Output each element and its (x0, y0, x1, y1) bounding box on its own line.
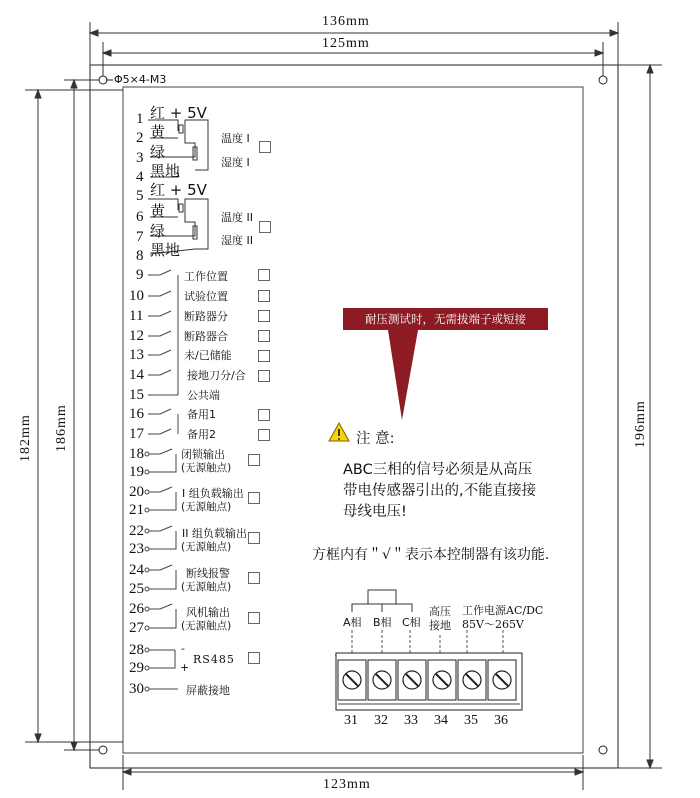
terminal-block-num: 34 (434, 713, 448, 728)
function-checkbox (248, 454, 260, 466)
terminal-num: 29 (129, 660, 144, 676)
signal-label: 备用2 (187, 428, 216, 441)
function-checkbox (258, 310, 270, 322)
callout-pointer (388, 330, 418, 420)
signal-label: 接地刀分/合 (187, 369, 246, 382)
phase-label: C相 (402, 616, 421, 629)
signal-label: 工作位置 (184, 270, 228, 283)
dim-top-inner: 125mm (322, 36, 370, 51)
terminal-num: 25 (129, 581, 144, 597)
wire-label: 红 + 5V (150, 181, 207, 199)
output-label: II 组负载输出 (182, 527, 247, 540)
phase-label: A相 (343, 616, 362, 629)
terminal-num: 22 (129, 523, 144, 539)
function-checkbox (258, 409, 270, 421)
function-checkbox (258, 429, 270, 441)
dim-bottom: 123mm (323, 777, 371, 792)
terminal-num: 18 (129, 446, 144, 462)
output-sub: (无源触点) (181, 462, 232, 474)
terminal-num: 16 (129, 406, 144, 422)
terminal-block-num: 33 (404, 713, 418, 728)
terminal-num: 15 (129, 387, 144, 403)
function-checkbox (258, 370, 270, 382)
signal-label: 公共端 (187, 389, 220, 402)
rs485-minus: - (181, 642, 185, 655)
note-line: 母线电压! (343, 504, 407, 520)
dim-left-inner: 186mm (54, 404, 69, 452)
terminal-num: 26 (129, 601, 144, 617)
hole-spec: Φ5×4-M3 (114, 73, 167, 86)
dim-right: 196mm (633, 400, 648, 448)
humid-1-label: 湿度 I (221, 156, 250, 169)
terminal-block-num: 31 (344, 713, 358, 728)
signal-label: 试验位置 (184, 290, 228, 303)
output-label: 闭锁输出 (181, 448, 225, 461)
output-sub: (无源触点) (181, 541, 232, 553)
terminal-num: 6 (136, 209, 144, 225)
terminal-num: 28 (129, 642, 144, 658)
output-label: 断线报警 (186, 567, 230, 580)
temp-2-label: 温度 II (221, 211, 253, 224)
phase-label: B相 (373, 616, 392, 629)
terminal-num: 14 (129, 367, 144, 383)
wire-label: 黑地 (150, 162, 181, 180)
function-checkbox (248, 572, 260, 584)
dim-top-outer: 136mm (322, 14, 370, 29)
rs485-plus: + (180, 661, 190, 674)
function-checkbox (258, 269, 270, 281)
terminal-block-num: 35 (464, 713, 478, 728)
terminal-block-num: 32 (374, 713, 388, 728)
function-checkbox (248, 532, 260, 544)
wire-label: 黄 (150, 202, 166, 220)
terminal-num: 19 (129, 464, 144, 480)
power-title: 工作电源AC/DC (462, 604, 544, 617)
wire-label: 黑地 (150, 241, 181, 259)
signal-wiring (148, 270, 178, 689)
dim-left-outer: 182mm (18, 414, 33, 462)
note-title: 注 意: (356, 431, 395, 447)
note-line: ABC三相的信号必须是从高压 (343, 462, 533, 478)
terminal-num: 4 (136, 169, 144, 185)
terminal-num: 7 (136, 229, 144, 245)
function-checkbox (258, 290, 270, 302)
output-label: 风机输出 (186, 606, 230, 619)
function-checkbox (259, 221, 271, 233)
wire-label: 绿 (150, 222, 166, 240)
note-line: 带电传感器引出的,不能直接接 (343, 483, 537, 499)
terminal-num: 30 (129, 681, 144, 697)
wire-label: 黄 (150, 123, 166, 141)
function-checkbox (258, 350, 270, 362)
terminal-num: 9 (136, 267, 144, 283)
wire-label: 绿 (150, 143, 166, 161)
signal-label: 备用1 (187, 408, 216, 421)
terminal-num: 8 (136, 248, 144, 264)
function-checkbox (248, 492, 260, 504)
shield-label: 屏蔽接地 (186, 684, 230, 697)
function-checkbox (258, 330, 270, 342)
function-checkbox (259, 141, 271, 153)
terminal-block-num: 36 (494, 713, 508, 728)
output-sub: (无源触点) (181, 501, 232, 513)
terminal-num: 2 (136, 130, 144, 146)
rs485-label: RS485 (193, 653, 235, 666)
terminal-num: 10 (129, 288, 144, 304)
hv-label: 高压 (429, 605, 451, 618)
terminal-num: 5 (136, 188, 144, 204)
terminal-num: 1 (136, 111, 144, 127)
terminal-num: 27 (129, 620, 144, 636)
wire-label: 红 + 5V (150, 104, 207, 122)
terminal-num: 17 (129, 426, 144, 442)
power-range: 85V～265V (462, 618, 524, 631)
terminal-num: 11 (129, 308, 144, 324)
terminal-num: 21 (129, 502, 144, 518)
terminal-wiring (352, 590, 412, 612)
signal-label: 断路器分 (184, 310, 228, 323)
function-checkbox (248, 612, 260, 624)
terminal-num: 13 (129, 347, 144, 363)
ground-label: 接地 (429, 619, 451, 632)
signal-label: 未/已储能 (184, 349, 232, 362)
terminal-num: 24 (129, 562, 144, 578)
checkbox-note: 方框内有＂√＂表示本控制器有该功能. (312, 547, 550, 563)
terminal-num: 23 (129, 541, 144, 557)
signal-label: 断路器合 (184, 330, 228, 343)
terminal-num: 3 (136, 150, 144, 166)
output-label: I 组负载输出 (182, 487, 244, 500)
function-checkbox (248, 652, 260, 664)
terminal-num: 20 (129, 484, 144, 500)
voltage-test-callout: 耐压测试时，无需拔端子或短接 (343, 308, 548, 330)
humid-2-label: 湿度 II (221, 234, 253, 247)
temp-1-label: 温度 I (221, 132, 250, 145)
terminal-num: 12 (129, 328, 144, 344)
output-sub: (无源触点) (181, 620, 232, 632)
output-sub: (无源触点) (181, 581, 232, 593)
